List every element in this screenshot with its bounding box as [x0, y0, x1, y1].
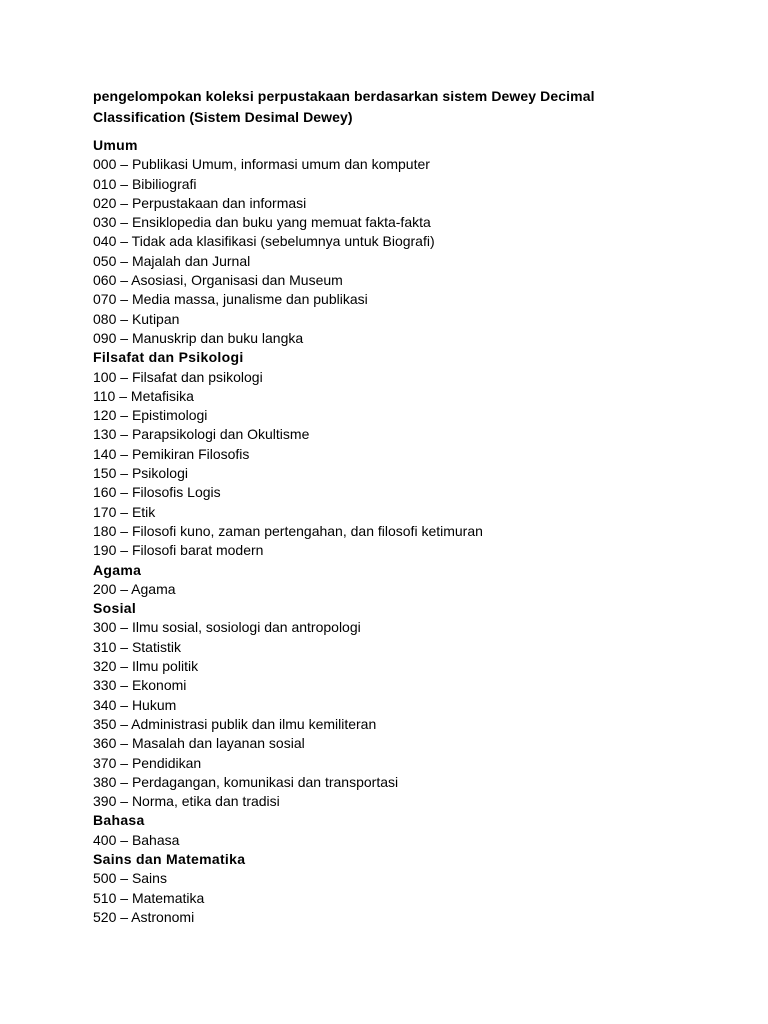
classification-entry: [93, 792, 693, 811]
entry-separator: –: [116, 754, 132, 771]
entry-label: Perpustakaan dan informasi: [131, 194, 307, 211]
entry-separator: –: [116, 522, 132, 539]
entry-separator: –: [116, 677, 132, 694]
entry-separator: –: [116, 735, 132, 752]
entry-code: 170: [93, 503, 117, 520]
entry-label: Masalah dan layanan sosial: [131, 735, 305, 752]
classification-entry: [93, 696, 693, 715]
entry-label: Majalah dan Jurnal: [131, 252, 251, 269]
entry-code: 120: [93, 407, 117, 424]
classification-entry: [93, 715, 693, 734]
entry-label: Ekonomi: [131, 677, 187, 694]
entry-code: 000: [93, 156, 117, 173]
entry-code: 130: [93, 426, 117, 443]
entry-label: Pendidikan: [131, 754, 202, 771]
entry-code: 140: [93, 445, 117, 462]
classification-entry: [93, 464, 693, 483]
entry-label: Filosofis Logis: [131, 484, 221, 501]
entry-separator: –: [116, 870, 132, 887]
classification-entry: [93, 271, 693, 290]
entry-code: 350: [93, 715, 117, 732]
entry-separator: –: [116, 889, 132, 906]
entry-label: Filosofi kuno, zaman pertengahan, dan filosofi ketimuran: [131, 522, 483, 539]
entry-separator: –: [116, 908, 132, 925]
classification-entry: [93, 580, 693, 599]
entry-code: 090: [93, 329, 117, 346]
entry-code: 180: [93, 522, 117, 539]
section-heading: Sosial: [93, 600, 137, 617]
classification-entry: [93, 522, 693, 541]
entry-code: 100: [93, 368, 117, 385]
classification-entry: [93, 425, 693, 444]
entry-label: Filsafat dan psikologi: [131, 368, 263, 385]
entry-label: Tidak ada klasifikasi (sebelumnya untuk Biografi): [131, 233, 435, 250]
classification-entry: [93, 869, 693, 888]
entry-code: 190: [93, 542, 117, 559]
document-title-line-1: pengelompokan koleksi perpustakaan berdasarkan sistem Dewey Decimal: [93, 88, 595, 104]
entry-separator: –: [116, 619, 132, 636]
entry-label: Ensiklopedia dan buku yang memuat fakta-fakta: [131, 214, 431, 231]
entry-label: Norma, etika dan tradisi: [131, 793, 280, 810]
entry-separator: –: [116, 310, 132, 327]
classification-entry: [93, 252, 693, 271]
section-heading: Sains dan Matematika: [93, 850, 246, 867]
entry-separator: –: [116, 696, 132, 713]
entry-separator: –: [116, 214, 132, 231]
classification-entry: [93, 483, 693, 502]
entry-label: Sains: [131, 870, 167, 887]
entry-code: 070: [93, 291, 117, 308]
entry-label: Psikologi: [131, 465, 188, 482]
entry-code: 040: [93, 233, 117, 250]
entry-code: 310: [93, 638, 117, 655]
entry-label: Manuskrip dan buku langka: [131, 329, 304, 346]
classification-entry: [93, 329, 693, 348]
entry-label: Astronomi: [131, 908, 195, 925]
entry-label: Statistik: [131, 638, 181, 655]
entry-separator: –: [116, 773, 132, 790]
entry-label: Etik: [131, 503, 156, 520]
entry-separator: –: [116, 793, 132, 810]
entry-code: 020: [93, 194, 117, 211]
classification-entry: [93, 194, 693, 213]
entry-separator: –: [116, 465, 132, 482]
classification-entry: [93, 310, 693, 329]
entry-separator: –: [116, 291, 132, 308]
classification-entry: [93, 676, 693, 695]
classification-entry: [93, 175, 693, 194]
document-title: [93, 86, 693, 128]
classification-entry: [93, 831, 693, 850]
entry-label: Parapsikologi dan Okultisme: [131, 426, 310, 443]
entry-separator: –: [116, 329, 132, 346]
document-page: [93, 86, 693, 927]
classification-entry: [93, 618, 693, 637]
classification-entry: [93, 889, 693, 908]
section-heading: Filsafat dan Psikologi: [93, 349, 244, 366]
classification-entry: [93, 290, 693, 309]
section-heading: Agama: [93, 561, 142, 578]
entry-separator: –: [116, 272, 132, 289]
entry-label: Publikasi Umum, informasi umum dan komputer: [131, 156, 430, 173]
entry-code: 330: [93, 677, 117, 694]
classification-entry: [93, 232, 693, 251]
entry-code: 060: [93, 272, 117, 289]
entry-separator: –: [116, 715, 132, 732]
classification-entry: [93, 734, 693, 753]
classification-entry: [93, 503, 693, 522]
entry-label: Bibiliografi: [131, 175, 197, 192]
entry-label: Media massa, junalisme dan publikasi: [131, 291, 368, 308]
entry-code: 380: [93, 773, 117, 790]
entry-separator: –: [116, 542, 132, 559]
entry-code: 200: [93, 580, 117, 597]
entry-separator: –: [116, 831, 132, 848]
classification-list: [93, 136, 693, 927]
entry-separator: –: [116, 175, 132, 192]
entry-code: 500: [93, 870, 117, 887]
classification-entry: [93, 406, 693, 425]
classification-entry: [93, 368, 693, 387]
entry-separator: –: [116, 503, 132, 520]
entry-label: Administrasi publik dan ilmu kemiliteran: [131, 715, 377, 732]
classification-entry: [93, 155, 693, 174]
entry-separator: –: [116, 638, 132, 655]
entry-code: 520: [93, 908, 117, 925]
entry-separator: –: [116, 194, 132, 211]
entry-separator: –: [116, 484, 132, 501]
entry-code: 400: [93, 831, 117, 848]
entry-code: 080: [93, 310, 117, 327]
entry-separator: –: [116, 580, 132, 597]
entry-separator: –: [116, 426, 132, 443]
entry-code: 300: [93, 619, 117, 636]
entry-separator: –: [116, 658, 132, 675]
entry-label: Metafisika: [130, 387, 194, 404]
entry-separator: –: [116, 252, 132, 269]
entry-code: 010: [93, 175, 117, 192]
document-title-line-2: Classification (Sistem Desimal Dewey): [93, 109, 353, 125]
entry-separator: –: [116, 156, 132, 173]
entry-label: Epistimologi: [131, 407, 208, 424]
section-heading: Umum: [93, 137, 138, 153]
entry-label: Hukum: [131, 696, 177, 713]
entry-label: Perdagangan, komunikasi dan transportasi: [131, 773, 399, 790]
entry-label: Bahasa: [131, 831, 180, 848]
entry-label: Filosofi barat modern: [131, 542, 264, 559]
classification-entry: [93, 541, 693, 560]
entry-label: Pemikiran Filosofis: [131, 445, 250, 462]
classification-entry: [93, 445, 693, 464]
classification-entry: [93, 213, 693, 232]
entry-code: 050: [93, 252, 117, 269]
entry-label: Agama: [131, 580, 176, 597]
entry-code: 390: [93, 793, 117, 810]
entry-separator: –: [116, 407, 132, 424]
classification-entry: [93, 657, 693, 676]
entry-label: Ilmu sosial, sosiologi dan antropologi: [131, 619, 361, 636]
entry-separator: –: [116, 368, 132, 385]
entry-code: 360: [93, 735, 117, 752]
entry-code: 320: [93, 658, 117, 675]
entry-label: Matematika: [131, 889, 205, 906]
entry-code: 110: [93, 387, 116, 404]
entry-separator: –: [115, 387, 131, 404]
classification-entry: [93, 754, 693, 773]
entry-label: Ilmu politik: [131, 658, 199, 675]
classification-entry: [93, 638, 693, 657]
entry-code: 150: [93, 465, 117, 482]
entry-separator: –: [116, 233, 132, 250]
entry-label: Asosiasi, Organisasi dan Museum: [131, 272, 343, 289]
section-heading: Bahasa: [93, 812, 145, 829]
entry-code: 370: [93, 754, 117, 771]
entry-code: 160: [93, 484, 117, 501]
entry-code: 340: [93, 696, 117, 713]
classification-entry: [93, 387, 693, 406]
entry-separator: –: [116, 445, 132, 462]
classification-entry: [93, 773, 693, 792]
entry-label: Kutipan: [131, 310, 180, 327]
classification-entry: [93, 908, 693, 927]
entry-code: 030: [93, 214, 117, 231]
entry-code: 510: [93, 889, 117, 906]
